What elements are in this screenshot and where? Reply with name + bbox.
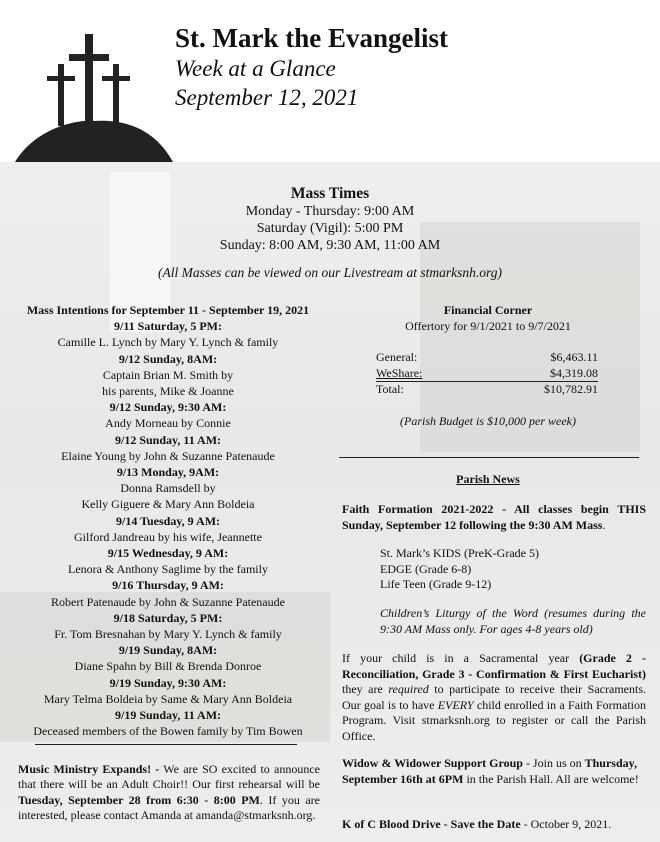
financial-heading: Financial Corner xyxy=(443,303,533,317)
parish-title: St. Mark the Evangelist xyxy=(175,23,448,53)
support-group-title: Widow & Widower Support Group xyxy=(342,756,523,770)
list-item: EDGE (Grade 6-8) xyxy=(380,561,472,576)
sacramental-year-notice xyxy=(342,651,646,744)
offertory-value: $6,463.11 xyxy=(550,350,598,364)
faith-formation-notice xyxy=(342,502,646,533)
table-row xyxy=(376,382,598,398)
intention-line: Captain Brian M. Smith by xyxy=(102,367,234,382)
intention-day: 9/19 Sunday, 9:30 AM: xyxy=(109,675,227,690)
offertory-label: WeShare: xyxy=(376,366,479,382)
intention-line: Lenora & Anthony Saglime by the family xyxy=(68,562,268,577)
intention-line: Andy Morneau by Connie xyxy=(105,416,231,431)
blood-drive-notice xyxy=(342,817,646,833)
intention-line: Gilford Jandreau by his wife, Jeannette xyxy=(74,529,262,544)
sacr-text: to participate to receive their Sacraments. Our goal is to have xyxy=(342,682,646,712)
intention-day: 9/18 Saturday, 5 PM: xyxy=(113,610,223,625)
intention-day: 9/19 Sunday, 11 AM: xyxy=(114,708,222,723)
intention-day: 9/13 Monday, 9AM: xyxy=(116,465,220,480)
music-ministry-notice xyxy=(18,762,320,824)
parish-news-heading: Parish News xyxy=(456,472,520,486)
table-row xyxy=(376,366,598,382)
intention-day: 9/16 Thursday, 9 AM: xyxy=(112,578,224,593)
page-header xyxy=(0,0,660,162)
table-row xyxy=(376,350,598,366)
intention-line: Fr. Tom Bresnahan by Mary Y. Lynch & family xyxy=(54,627,282,642)
intention-line: Deceased members of the Bowen family by Tim Bowen xyxy=(33,724,303,739)
support-group-text: in the Parish Hall. All are welcome! xyxy=(463,771,639,786)
blood-drive-title: K of C Blood Drive - Save the Date xyxy=(342,817,521,831)
list-item: Life Teen (Grade 9-12) xyxy=(380,577,492,591)
program-list xyxy=(380,546,650,593)
music-text: . If you are interested, please contact Amanda at amanda@stmarksnh.org. xyxy=(18,792,321,823)
list-item: St. Mark’s KIDS (PreK-Grade 5) xyxy=(380,546,539,560)
offertory-value: $4,319.08 xyxy=(479,366,598,382)
intention-line: Kelly Giguere & Mary Ann Boldeia xyxy=(81,497,255,512)
budget-note: (Parish Budget is $10,000 per week) xyxy=(400,413,576,428)
offertory-label: General: xyxy=(376,350,418,364)
sacr-text: child enrolled in a Faith Formation Program. Visit stmarksnh.org to register or call the Parish Office. xyxy=(342,697,646,743)
newsletter-date: September 12, 2021 xyxy=(175,85,359,110)
intention-day: 9/14 Tuesday, 9 AM: xyxy=(115,513,221,528)
intention-day: 9/19 Sunday, 8AM: xyxy=(118,643,218,658)
music-rehearsal-date: Tuesday, September 28 from 6:30 - 8:00 PM xyxy=(18,792,260,807)
intention-line: Elaine Young by John & Suzanne Patenaude xyxy=(61,448,275,463)
offertory-value: $10,782.91 xyxy=(544,382,598,396)
crosses-on-hill-icon xyxy=(15,24,173,162)
support-group-date: Thursday, September 16th at 6PM xyxy=(342,756,637,786)
intention-line: Diane Spahn by Bill & Brenda Donroe xyxy=(74,659,262,674)
intention-day: 9/12 Sunday, 9:30 AM: xyxy=(109,400,227,415)
intentions-heading: Mass Intentions for September 11 - September 19, 2021 xyxy=(26,303,310,317)
mass-time-line: Saturday (Vigil): 5:00 PM xyxy=(256,221,404,236)
sacr-text: they are xyxy=(342,682,389,696)
divider xyxy=(35,744,297,745)
intention-day: 9/11 Saturday, 5 PM: xyxy=(113,319,222,334)
intention-day: 9/12 Sunday, 8AM: xyxy=(118,351,218,366)
mass-times-heading: Mass Times xyxy=(290,185,370,202)
music-lead: Music Ministry Expands! - xyxy=(18,762,160,776)
sacr-grades: (Grade 2 - Reconciliation, Grade 3 - Confirmation & First Eucharist) xyxy=(342,651,646,681)
newsletter-body xyxy=(0,162,660,842)
ff-end: . xyxy=(602,517,606,532)
intention-line: Donna Ramsdell by xyxy=(120,481,216,496)
sacr-text: If your child is in a Sacramental year xyxy=(342,651,580,665)
intention-line: Camille L. Lynch by Mary Y. Lynch & family xyxy=(57,335,279,350)
newsletter-subtitle: Week at a Glance xyxy=(175,56,336,81)
ff-announcement: Faith Formation 2021-2022 - All classes begin THIS Sunday, September 12 following the 9:30 AM Mass xyxy=(342,502,646,532)
intention-day: 9/15 Wednesday, 9 AM: xyxy=(107,546,229,561)
offertory-table xyxy=(376,350,598,398)
title-block xyxy=(175,22,448,112)
financial-corner xyxy=(338,302,638,429)
mass-times xyxy=(0,184,660,254)
support-group-notice xyxy=(342,756,646,787)
intention-line: Mary Telma Boldeia by Same & Mary Ann Boldeia xyxy=(43,691,293,706)
offertory-label: Total: xyxy=(376,382,404,396)
sacr-required: required xyxy=(388,682,429,696)
livestream-note: (All Masses can be viewed on our Livestream at stmarksnh.org) xyxy=(158,265,502,280)
childrens-liturgy-note: Children’s Liturgy of the Word (resumes during the 9:30 AM Mass only. For ages 4-8 years old) xyxy=(380,606,646,636)
mass-time-line: Sunday: 8:00 AM, 9:30 AM, 11:00 AM xyxy=(219,238,441,253)
divider xyxy=(339,457,639,458)
mass-time-line: Monday - Thursday: 9:00 AM xyxy=(245,204,415,219)
blood-drive-date: - October 9, 2021. xyxy=(520,817,612,831)
mass-intentions xyxy=(14,302,322,739)
sacr-every: EVERY xyxy=(437,697,474,712)
intention-line: Robert Patenaude by John & Suzanne Patenaude xyxy=(51,594,285,609)
music-text: We are SO excited to announce that there will be an Adult Choir!! Our first rehearsal will be xyxy=(18,762,320,792)
intention-day: 9/12 Sunday, 11 AM: xyxy=(114,432,222,447)
offertory-period: Offertory for 9/1/2021 to 9/7/2021 xyxy=(405,319,571,333)
support-group-text: - Join us on xyxy=(522,756,585,770)
intention-line: his parents, Mike & Joanne xyxy=(102,384,234,399)
